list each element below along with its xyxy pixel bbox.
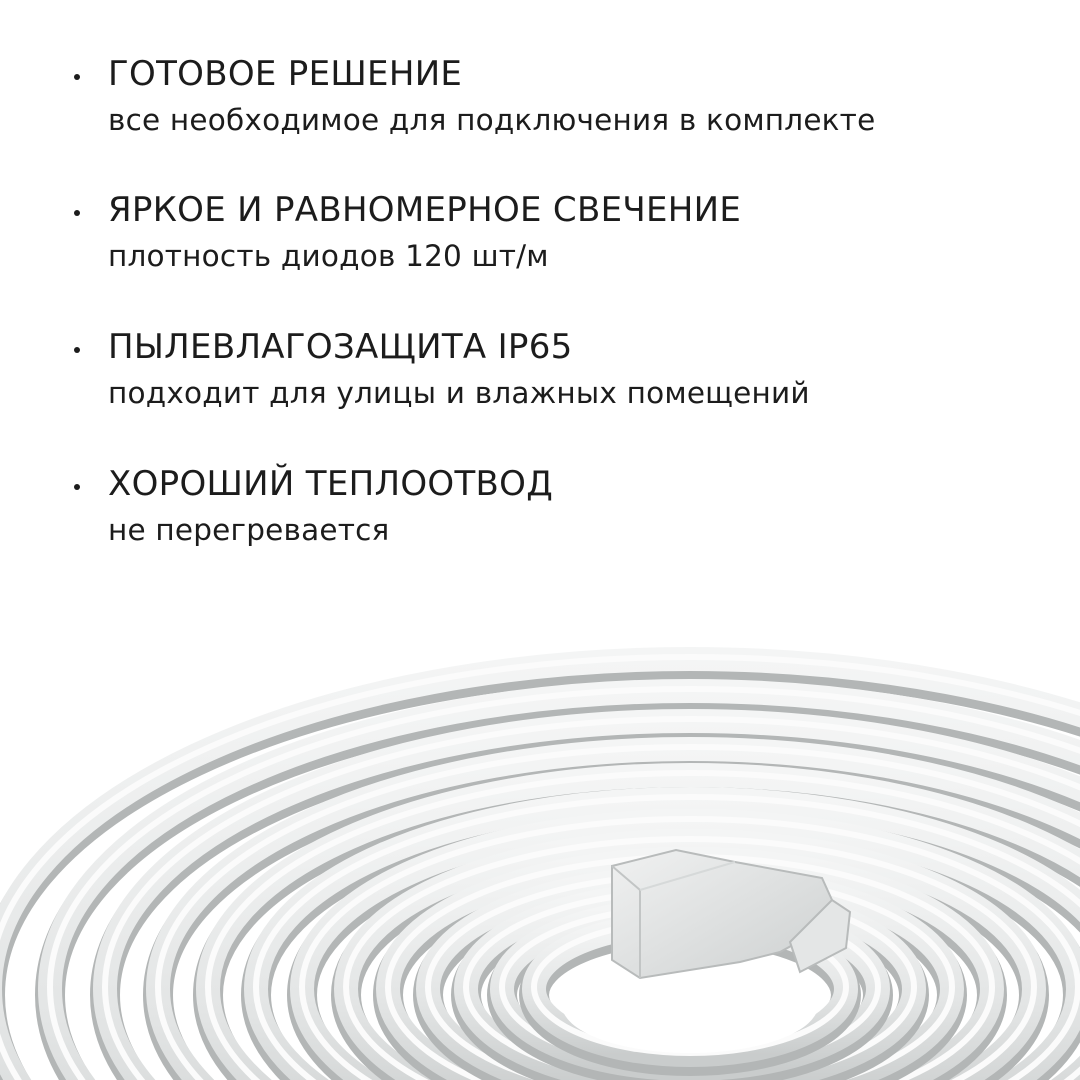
coil-center bbox=[562, 957, 818, 1053]
bullet-icon bbox=[72, 482, 84, 494]
feature-subtitle: плотность диодов 120 шт/м bbox=[108, 239, 549, 273]
feature-title: ХОРОШИЙ ТЕПЛООТВОД bbox=[108, 464, 554, 504]
coiled-led-strip-image bbox=[0, 600, 1080, 1080]
feature-title: ЯРКОЕ И РАВНОМЕРНОЕ СВЕЧЕНИЕ bbox=[108, 190, 742, 230]
feature-title: ПЫЛЕВЛАГОЗАЩИТА IP65 bbox=[108, 327, 573, 367]
led-strip-coil-illustration bbox=[0, 600, 1080, 1080]
feature-title: ГОТОВОЕ РЕШЕНИЕ bbox=[108, 54, 463, 94]
bullet-icon bbox=[72, 72, 84, 84]
coil-rings bbox=[0, 657, 1080, 1080]
feature-subtitle: не перегревается bbox=[108, 513, 390, 547]
bullet-icon bbox=[72, 208, 84, 220]
feature-subtitle: подходит для улицы и влажных помещений bbox=[108, 376, 810, 410]
bullet-icon bbox=[72, 345, 84, 357]
feature-subtitle: все необходимое для подключения в комплекте bbox=[108, 103, 876, 137]
